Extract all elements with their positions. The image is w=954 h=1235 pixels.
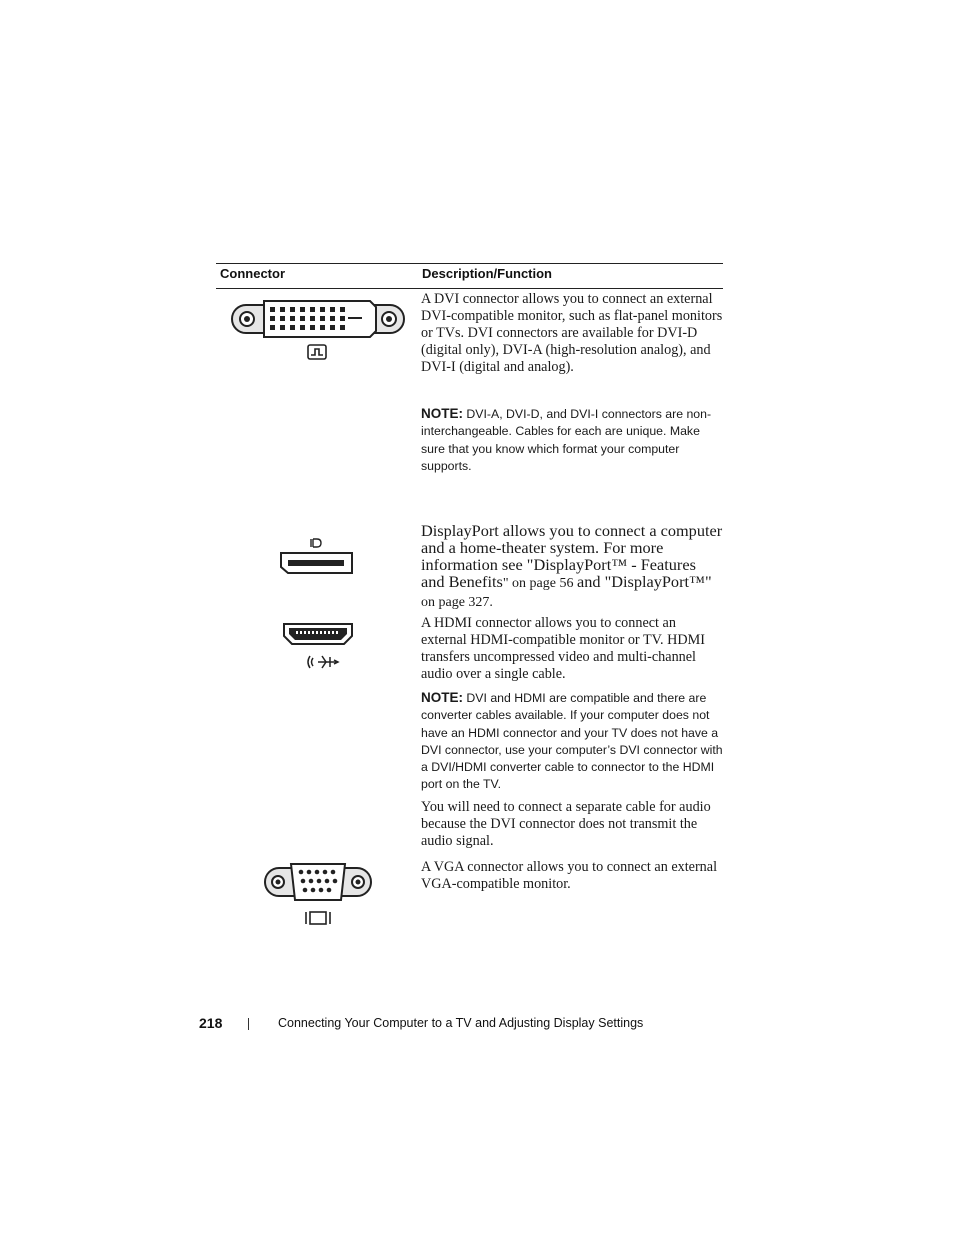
displayport-ref-page-56[interactable]: " on page 56 xyxy=(502,576,577,591)
displayport-ref-page-327[interactable]: on page 327. xyxy=(421,595,493,610)
dvi-note-text: DVI-A, DVI-D, and DVI-I connectors are non-interchangeable. Cables for each are unique. Make sure that you know which format your computer supports. xyxy=(421,407,712,473)
hdmi-connector-icon xyxy=(282,620,354,672)
displayport-description xyxy=(421,522,723,611)
vga-connector-icon xyxy=(263,860,373,930)
hdmi-audio-note: You will need to connect a separate cable for audio because the DVI connector does not transmit the audio signal. xyxy=(421,799,711,849)
displayport-description-mid: and "DisplayPort™" xyxy=(577,572,712,591)
footer-chapter-title: Connecting Your Computer to a TV and Adjusting Display Settings xyxy=(278,1016,644,1030)
displayport-description-main: DisplayPort allows you to connect a computer and a home-theater system. For more information see "DisplayPort™ - Features and Benefits xyxy=(421,521,723,591)
dvi-note xyxy=(421,405,723,475)
table-header-rule xyxy=(216,288,723,289)
dvi-description: A DVI connector allows you to connect an external DVI-compatible monitor, such as flat-panel monitors or TVs. DVI connectors are available for DVI-D (digital only), DVI-A (high-resolution analog), and DVI-I (digital and analog). xyxy=(421,291,723,375)
table-top-rule xyxy=(216,263,723,264)
vga-description: A VGA connector allows you to connect an external VGA-compatible monitor. xyxy=(421,859,718,892)
hdmi-note xyxy=(421,689,723,794)
displayport-connector-icon xyxy=(278,537,356,579)
header-connector: Connector xyxy=(220,266,285,281)
vga-symbol-icon xyxy=(306,912,330,924)
dvi-note-label: NOTE: xyxy=(421,406,463,421)
footer-divider xyxy=(248,1018,249,1030)
header-description: Description/Function xyxy=(422,266,552,281)
hdmi-note-label: NOTE: xyxy=(421,690,463,705)
hdmi-note-text: DVI and HDMI are compatible and there are converter cables available. If your computer does not have an HDMI connector and your TV does not have a DVI connector, use your computer’s DVI connector with a DVI/HDMI converter cable to connector to the HDMI port on the TV. xyxy=(421,691,723,792)
hdmi-description: A HDMI connector allows you to connect an external HDMI-compatible monitor or TV. HDMI transfers uncompressed video and multi-channel audio over a single cable. xyxy=(421,615,705,682)
audio-video-symbol-icon xyxy=(308,656,338,668)
displayport-symbol-icon xyxy=(311,539,321,547)
dvi-symbol-icon xyxy=(308,345,326,359)
page-number: 218 xyxy=(199,1015,223,1031)
dvi-connector-icon xyxy=(230,297,406,365)
